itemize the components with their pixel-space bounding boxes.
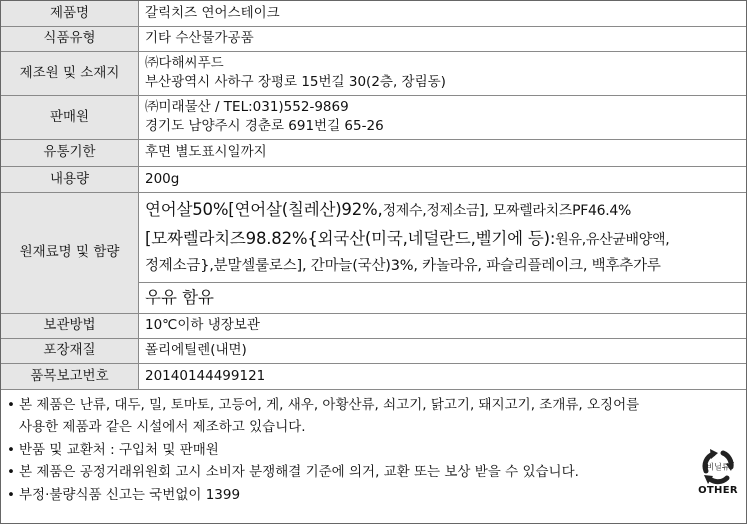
ingredients-line-3: 정제소금},분말셀룰로스], 간마늘(국산)3%, 카놀라유, 파슬리플레이크, 백후추가루 <box>145 258 661 274</box>
note-compensation-text: 본 제품은 공정거래위원회 고시 소비자 분쟁해결 기준에 의거, 교환 또는 보상 받을 수 있습니다. <box>19 464 579 480</box>
note-report: • 부정·불량식품 신고는 국번없이 1399 <box>7 486 241 503</box>
recycle-badge-text: 비닐류 <box>706 462 730 472</box>
note-compensation: • 본 제품은 공정거래위원회 고시 소비자 분쟁해결 기준에 의거, 교환 또는 보상 받을 수 있습니다. <box>7 464 579 480</box>
value-food-type: 기타 수산물가공품 <box>139 26 747 51</box>
seller-name-phone: ㈜미래물산 / TEL:031)552-9869 <box>145 99 349 115</box>
ingredients-line-2-main: [모짜렐라치즈98.82%{외국산(미국,네덜란드,벨기에 등): <box>145 229 556 248</box>
manufacturer-name: ㈜다해씨푸드 <box>145 55 224 71</box>
label-food-type: 식품유형 <box>1 26 139 51</box>
value-seller <box>139 95 747 139</box>
row-storage <box>1 313 746 338</box>
row-expiry <box>1 139 746 166</box>
ingredients-line-2-small: 원유,유산균배양액, <box>555 232 670 248</box>
note-allergy-line-2: 사용한 제품과 같은 시설에서 제조하고 있습니다. <box>19 419 306 435</box>
note-returns: • 반품 및 교환처 : 구입처 및 판매원 <box>7 441 219 458</box>
value-ingredients <box>139 192 747 282</box>
ingredients-line-2 <box>145 225 746 254</box>
value-net-content: 200g <box>139 166 747 192</box>
note-allergy-facility: • 본 제품은 난류, 대두, 밀, 토마토, 고등어, 게, 새우, 아황산류, 쇠고기, 닭고기, 돼지고기, 조개류, 오징어를 <box>7 396 640 413</box>
value-product-name: 갈릭치즈 연어스테이크 <box>139 1 747 26</box>
label-storage: 보관방법 <box>1 313 139 338</box>
ingredients-line-1-small: 정제수,정제소금], 모짜렐라치즈PF46.4% <box>382 203 631 219</box>
row-product-name <box>1 1 746 26</box>
row-food-type <box>1 26 746 51</box>
value-packaging: 폴리에틸렌(내면) <box>139 338 747 363</box>
product-info-table <box>1 1 746 390</box>
label-packaging: 포장재질 <box>1 338 139 363</box>
seller-address: 경기도 남양주시 경춘로 691번길 65-26 <box>145 118 384 134</box>
value-expiry: 후면 별도표시일까지 <box>139 139 747 166</box>
row-seller <box>1 95 746 139</box>
value-allergen: 우유 함유 <box>139 282 747 313</box>
label-report-number: 품목보고번호 <box>1 363 139 389</box>
note-allergy-facility-cont <box>7 416 740 439</box>
label-net-content: 내용량 <box>1 166 139 192</box>
row-net-content <box>1 166 746 192</box>
value-manufacturer <box>139 51 747 95</box>
label-product-name: 제품명 <box>1 1 139 26</box>
notes-section <box>1 390 746 507</box>
row-packaging <box>1 338 746 363</box>
ingredients-line-1-main: 연어살50%[연어살(칠레산)92%, <box>145 200 383 219</box>
note-report-text: 부정·불량식품 신고는 국번없이 1399 <box>19 486 241 503</box>
value-storage: 10℃이하 냉장보관 <box>139 313 747 338</box>
label-expiry: 유통기한 <box>1 139 139 166</box>
recycle-caption: OTHER <box>698 484 738 496</box>
note-allergy-line-1: 본 제품은 난류, 대두, 밀, 토마토, 고등어, 게, 새우, 아황산류, 쇠고기, 닭고기, 돼지고기, 조개류, 오징어를 <box>19 396 640 413</box>
row-report-number <box>1 363 746 389</box>
row-manufacturer <box>1 51 746 95</box>
label-ingredients: 원재료명 및 함량 <box>1 192 139 313</box>
row-ingredients <box>1 192 746 282</box>
manufacturer-address: 부산광역시 사하구 장평로 15번길 30(2층, 장림동) <box>145 74 446 90</box>
label-seller: 판매원 <box>1 95 139 139</box>
ingredients-line-1 <box>145 196 746 225</box>
value-report-number: 20140144499121 <box>139 363 747 389</box>
note-returns-text: 반품 및 교환처 : 구입처 및 판매원 <box>19 441 219 458</box>
label-manufacturer: 제조원 및 소재지 <box>1 51 139 95</box>
recycle-mark <box>696 444 740 502</box>
